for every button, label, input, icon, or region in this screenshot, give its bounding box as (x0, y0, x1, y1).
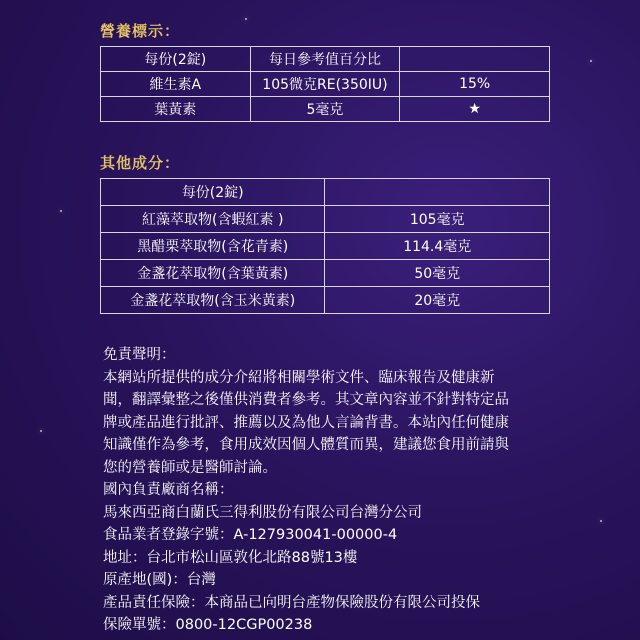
other-ingredients-heading: 其他成分： (100, 154, 181, 172)
table-cell: 葉黃素 (101, 97, 251, 122)
table-header-cell (400, 47, 550, 72)
disclaimer-text-line: 牌或產品進行批評、推薦以及為他人言論背書。本站內任何健康 (103, 414, 509, 431)
product-insurance: 產品責任保險：本商品已向明台產物保險股份有限公司投保 (103, 594, 480, 611)
disclaimer-block (103, 344, 543, 637)
other-ingredients-table (100, 178, 550, 314)
table-cell: 50毫克 (325, 260, 550, 287)
table-row (101, 233, 550, 260)
disclaimer-title: 免責聲明： (103, 347, 176, 363)
table-cell: 維生素A (101, 72, 251, 97)
table-cell: 15% (400, 72, 550, 97)
registration-number: 食品業者登錄字號：A-127930041-00000-4 (103, 527, 398, 543)
sparkle-decoration (245, 18, 247, 20)
table-cell: 5毫克 (250, 97, 400, 122)
table-cell: 20毫克 (325, 287, 550, 314)
disclaimer-text-line: 本網站所提供的成分介紹將相關學術文件、臨床報告及健康新 (103, 369, 495, 386)
table-row (101, 287, 550, 314)
star-mark: ★ (400, 97, 550, 122)
table-row (101, 72, 550, 97)
table-cell: 105毫克 (325, 206, 550, 233)
nutrition-table (100, 46, 550, 122)
table-row (101, 97, 550, 122)
table-header-row (101, 47, 550, 72)
nutrition-heading: 營養標示： (100, 22, 181, 40)
table-header-cell: 每份(2錠) (101, 179, 325, 206)
table-row (101, 260, 550, 287)
disclaimer-text-line: 您的營養師或是醫師討論。 (103, 459, 277, 476)
table-cell: 紅藻萃取物(含蝦紅素 ) (101, 206, 325, 233)
table-header-cell: 每份(2錠) (101, 47, 251, 72)
sparkle-decoration (590, 60, 592, 62)
country-of-origin: 原產地(國)：台灣 (103, 572, 216, 588)
table-cell: 金盞花萃取物(含玉米黃素) (101, 287, 325, 314)
company-address: 地址：台北市松山區敦化北路88號13樓 (103, 549, 358, 566)
table-header-cell (325, 179, 550, 206)
insurance-number: 保險單號：0800-12CGP00238 (103, 617, 313, 633)
table-cell: 114.4毫克 (325, 233, 550, 260)
table-cell: 金盞花萃取物(含葉黃素) (101, 260, 325, 287)
company-label: 國內負責廠商名稱： (103, 482, 234, 498)
sparkle-decoration (60, 210, 62, 212)
company-name: 馬來西亞商白蘭氏三得利股份有限公司台灣分公司 (103, 504, 422, 521)
table-header-row (101, 179, 550, 206)
disclaimer-text-line: 知識僅作為參考，食用成效因個人體質而異，建議您食用前請與 (103, 437, 509, 453)
table-row (101, 206, 550, 233)
sparkle-decoration (40, 430, 42, 432)
disclaimer-text-line: 聞，翻譯彙整之後僅供消費者參考。其文章內容並不針對特定品 (103, 392, 509, 408)
table-header-cell: 每日參考值百分比 (250, 47, 400, 72)
sparkle-decoration (600, 520, 602, 522)
table-cell: 黑醋栗萃取物(含花青素) (101, 233, 325, 260)
table-cell: 105微克RE(350IU) (250, 72, 400, 97)
